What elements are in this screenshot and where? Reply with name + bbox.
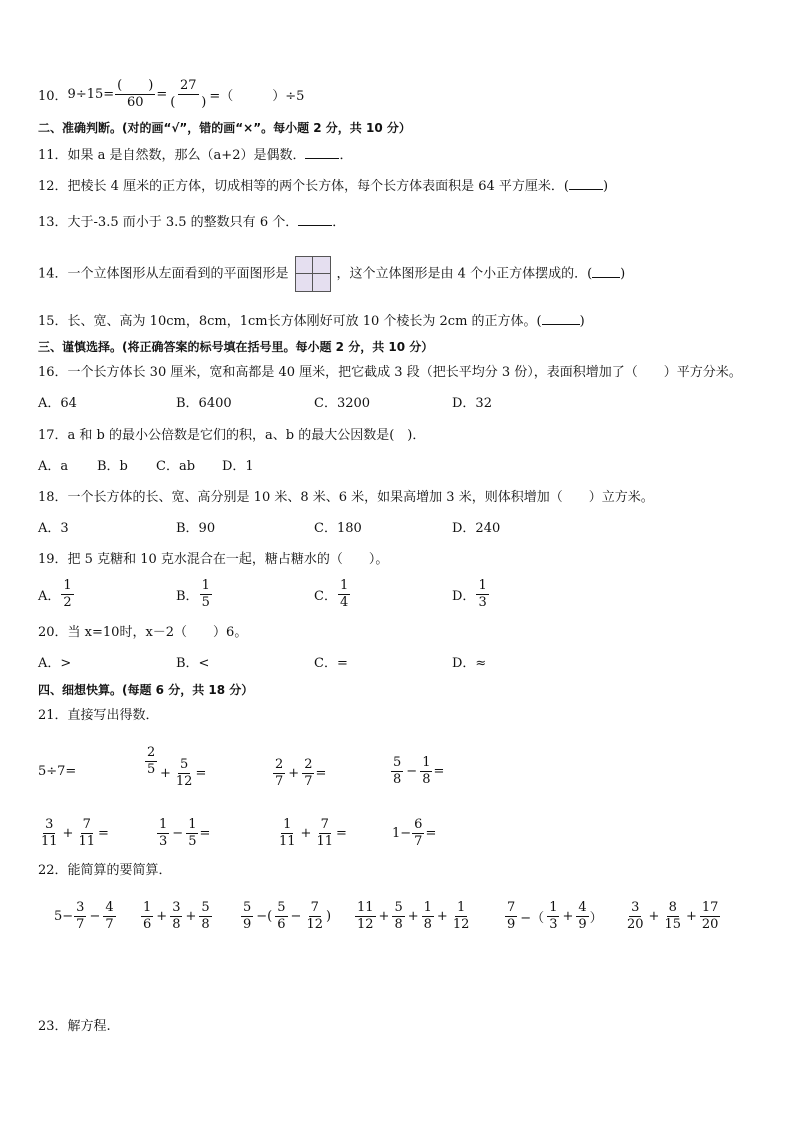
- q10-fraction-2: $\frac{27}{( )}$: [170, 78, 207, 110]
- answer-blank[interactable]: [298, 213, 332, 226]
- q21-expr-4: $\frac{5}{8}$ − $\frac{1}{8}$ =: [393, 755, 445, 787]
- q21-expr-6: $\frac{1}{3}$ − $\frac{1}{5}$ =: [159, 817, 211, 849]
- q21-expr-1: 5÷7=: [38, 764, 77, 779]
- question-11: 11．如果 a 是自然数，那么（a+2）是偶数． ．: [38, 148, 353, 163]
- question-21: 21．直接写出得数．: [38, 708, 159, 723]
- q19-option-d[interactable]: D． $\frac{1}{3}$: [452, 578, 487, 610]
- q22-expr-1: 5− $\frac{3}{7}$ − $\frac{4}{7}$: [54, 900, 114, 932]
- q16-option-a[interactable]: A．64: [38, 396, 77, 411]
- answer-blank[interactable]: [542, 312, 580, 325]
- q20-option-a[interactable]: A．>: [38, 656, 72, 671]
- q10-fraction-1: $\frac{( )}{60}$: [117, 78, 154, 110]
- question-12: 12．把棱长 4 厘米的正方体，切成相等的两个长方体，每个长方体表面积是 64 平方厘米．( ): [38, 179, 609, 194]
- q18-option-a[interactable]: A．3: [38, 521, 69, 536]
- question-18: 18．一个长方体的长、宽、高分别是 10 米、8 米、6 米，如果高增加 3 米，则体积增加（ ）立方米。: [38, 490, 654, 505]
- q21-expr-8: 1− $\frac{6}{7}$ =: [392, 817, 437, 849]
- q17-option-b[interactable]: B．b: [97, 459, 128, 474]
- q19-option-b[interactable]: B． $\frac{1}{5}$: [176, 578, 210, 610]
- q17-option-c[interactable]: C．ab: [156, 459, 196, 474]
- question-22: 22．能简算的要简算．: [38, 863, 172, 878]
- q16-option-d[interactable]: D．32: [452, 396, 492, 411]
- question-10: 10． 9÷15= $\frac{( )}{60}$ = $\frac{27}{( )}$ =（ ）÷5: [38, 78, 305, 110]
- question-17: 17．a 和 b 的最小公倍数是它们的积，a、b 的最大公因数是( )．: [38, 428, 426, 443]
- q10-expression: 9÷15=: [67, 87, 115, 102]
- q18-option-c[interactable]: C．180: [314, 521, 362, 536]
- q10-number: 10．: [38, 89, 68, 104]
- q21-expr-2b: + $\frac{5}{12}$ =: [160, 757, 207, 789]
- question-13: 13．大于-3.5 而小于 3.5 的整数只有 6 个． ．: [38, 215, 346, 230]
- section-4-heading: 四、细想快算。(每题 6 分，共 18 分）: [38, 683, 254, 697]
- q21-expr-7: $\frac{1}{11}$ + $\frac{7}{11}$ =: [279, 817, 347, 849]
- q20-option-d[interactable]: D．≈: [452, 656, 487, 671]
- four-square-grid-icon: [295, 256, 331, 292]
- q16-option-c[interactable]: C．3200: [314, 396, 371, 411]
- q22-expr-3: $\frac{5}{9}$ −( $\frac{5}{6}$ − $\frac{7}{12}$ ): [243, 900, 332, 932]
- q22-expr-5: $\frac{7}{9}$ −（ $\frac{1}{3}$ + $\frac{4}{9}$ ）: [507, 900, 603, 932]
- q10-tail: =（ ）÷5: [209, 89, 305, 104]
- section-3-heading: 三、谨慎选择。(将正确答案的标号填在括号里。每小题 2 分，共 10 分）: [38, 340, 434, 354]
- q21-expr-5: $\frac{3}{11}$ + $\frac{7}{11}$ =: [41, 817, 109, 849]
- q17-option-d[interactable]: D．1: [222, 459, 254, 474]
- q22-expr-4: $\frac{11}{12}$ + $\frac{5}{8}$ + $\frac{1}{8}$ + $\frac{1}{12}$: [357, 900, 470, 932]
- q20-option-c[interactable]: C．=: [314, 656, 348, 671]
- question-15: 15．长、宽、高为 10cm，8cm，1cm长方体刚好可放 10 个棱长为 2cm 的正方体。( ): [38, 314, 585, 329]
- q19-option-a[interactable]: A． $\frac{1}{2}$: [38, 578, 72, 610]
- q20-option-b[interactable]: B．<: [176, 656, 210, 671]
- q18-option-b[interactable]: B．90: [176, 521, 216, 536]
- q21-expr-2: $\frac{2}{5}$: [147, 745, 156, 777]
- question-14: 14．一个立体图形从左面看到的平面图形是 ，这个立体图形是由 4 个小正方体摆成的．( ): [38, 256, 625, 292]
- answer-blank[interactable]: [305, 146, 339, 159]
- section-2-heading: 二、准确判断。(对的画“√”，错的画“×”。每小题 2 分，共 10 分）: [38, 121, 411, 135]
- answer-blank[interactable]: [569, 177, 603, 190]
- q18-option-d[interactable]: D．240: [452, 521, 501, 536]
- q17-option-a[interactable]: A．a: [38, 459, 69, 474]
- answer-blank[interactable]: [592, 265, 620, 278]
- question-19: 19．把 5 克糖和 10 克水混合在一起，糖占糖水的（ ）。: [38, 552, 389, 567]
- q22-expr-2: $\frac{1}{6}$ + $\frac{3}{8}$ + $\frac{5}{8}$: [143, 900, 210, 932]
- question-16: 16．一个长方体长 30 厘米，宽和高都是 40 厘米，把它截成 3 段（把长平均分 3 份），表面积增加了（ ）平方分米。: [38, 365, 742, 380]
- q21-expr-3: $\frac{2}{7}$ + $\frac{2}{7}$ =: [275, 757, 327, 789]
- question-23: 23．解方程.: [38, 1019, 111, 1034]
- q22-expr-6: $\frac{3}{20}$ + $\frac{8}{15}$ + $\frac{17}{20}$: [627, 900, 719, 932]
- question-20: 20．当 x=10时，x－2（ ）6。: [38, 625, 248, 640]
- q16-option-b[interactable]: B．6400: [176, 396, 232, 411]
- q19-option-c[interactable]: C． $\frac{1}{4}$: [314, 578, 349, 610]
